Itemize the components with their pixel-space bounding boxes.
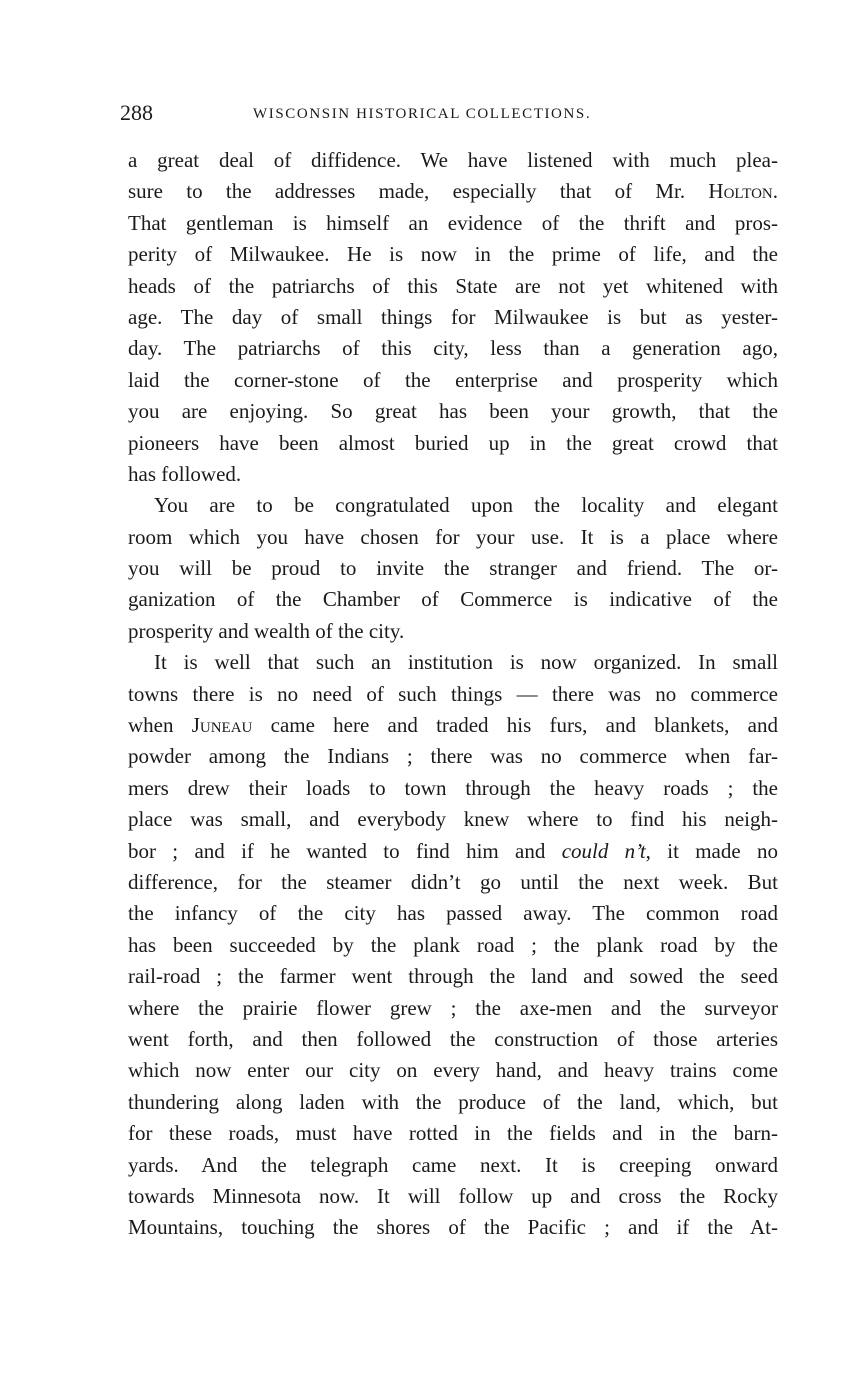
text-line: sure to the addresses made, especially that of Mr. Holton. — [128, 179, 778, 204]
text-line: day. The patriarchs of this city, less than a generation ago, — [128, 336, 778, 361]
text-line: you will be proud to invite the stranger and friend. The or- — [128, 556, 778, 581]
text-line: powder among the Indians ; there was no commerce when far- — [128, 744, 778, 769]
paragraph — [128, 490, 778, 647]
text-line: yards. And the telegraph came next. It is creeping onward — [128, 1152, 778, 1177]
text-line: rail-road ; the farmer went through the land and sowed the seed — [128, 964, 778, 989]
paragraph — [128, 647, 778, 1243]
page-number: 288 — [120, 100, 153, 125]
text-line: You are to be congratulated upon the locality and elegant — [154, 493, 778, 518]
text-line: the infancy of the city has passed away. The common road — [128, 901, 778, 926]
running-head: WISCONSIN HISTORICAL COLLECTIONS. — [253, 106, 592, 122]
text-line: you are enjoying. So great has been your growth, that the — [128, 399, 778, 424]
text-line: It is well that such an institution is now organized. In small — [154, 650, 778, 675]
text-line: when Juneau came here and traded his furs, and blankets, and — [128, 713, 778, 738]
text-line: heads of the patriarchs of this State are not yet whitened with — [128, 273, 778, 298]
text-line: mers drew their loads to town through the heavy roads ; the — [128, 775, 778, 800]
italic-phrase: could n’t — [561, 838, 646, 863]
paragraph — [128, 145, 778, 490]
text-line: Mountains, touching the shores of the Pacific ; and if the At- — [128, 1215, 778, 1240]
page-header — [120, 100, 770, 130]
text-line: room which you have chosen for your use. It is a place where — [128, 524, 778, 549]
text-line: a great deal of diffidence. We have listened with much plea- — [128, 148, 778, 172]
text-line: perity of Milwaukee. He is now in the prime of life, and the — [128, 242, 778, 267]
text-line: thundering along laden with the produce of the land, which, but — [128, 1089, 778, 1114]
text-line: That gentleman is himself an evidence of the thrift and pros- — [128, 210, 778, 235]
small-caps-name: Holton — [708, 179, 773, 204]
text-line: has been succeeded by the plank road ; the plank road by the — [128, 932, 778, 957]
text-line: which now enter our city on every hand, and heavy trains come — [128, 1058, 778, 1083]
text-line: pioneers have been almost buried up in the great crowd that — [128, 430, 778, 455]
text-line: bor ; and if he wanted to find him and could n’t, it made no — [128, 838, 778, 863]
text-line: age. The day of small things for Milwaukee is but as yester- — [128, 304, 778, 329]
text-line: towns there is no need of such things — there was no commerce — [128, 681, 778, 706]
body-text — [128, 145, 778, 1244]
text-line: laid the corner-stone of the enterprise and prosperity which — [128, 367, 778, 392]
text-line: towards Minnesota now. It will follow up and cross the Rocky — [128, 1183, 778, 1208]
small-caps-name: Juneau — [191, 713, 253, 738]
text-line: prosperity and wealth of the city. — [128, 618, 405, 643]
text-line: where the prairie flower grew ; the axe-men and the surveyor — [128, 995, 778, 1020]
text-line: went forth, and then followed the construction of those arteries — [128, 1026, 778, 1051]
text-line: place was small, and everybody knew where to find his neigh- — [128, 807, 778, 832]
text-line: for these roads, must have rotted in the fields and in the barn- — [128, 1121, 778, 1146]
text-line: has followed. — [128, 461, 242, 486]
text-line: ganization of the Chamber of Commerce is indicative of the — [128, 587, 778, 612]
text-line: difference, for the steamer didn’t go until the next week. But — [128, 869, 778, 894]
